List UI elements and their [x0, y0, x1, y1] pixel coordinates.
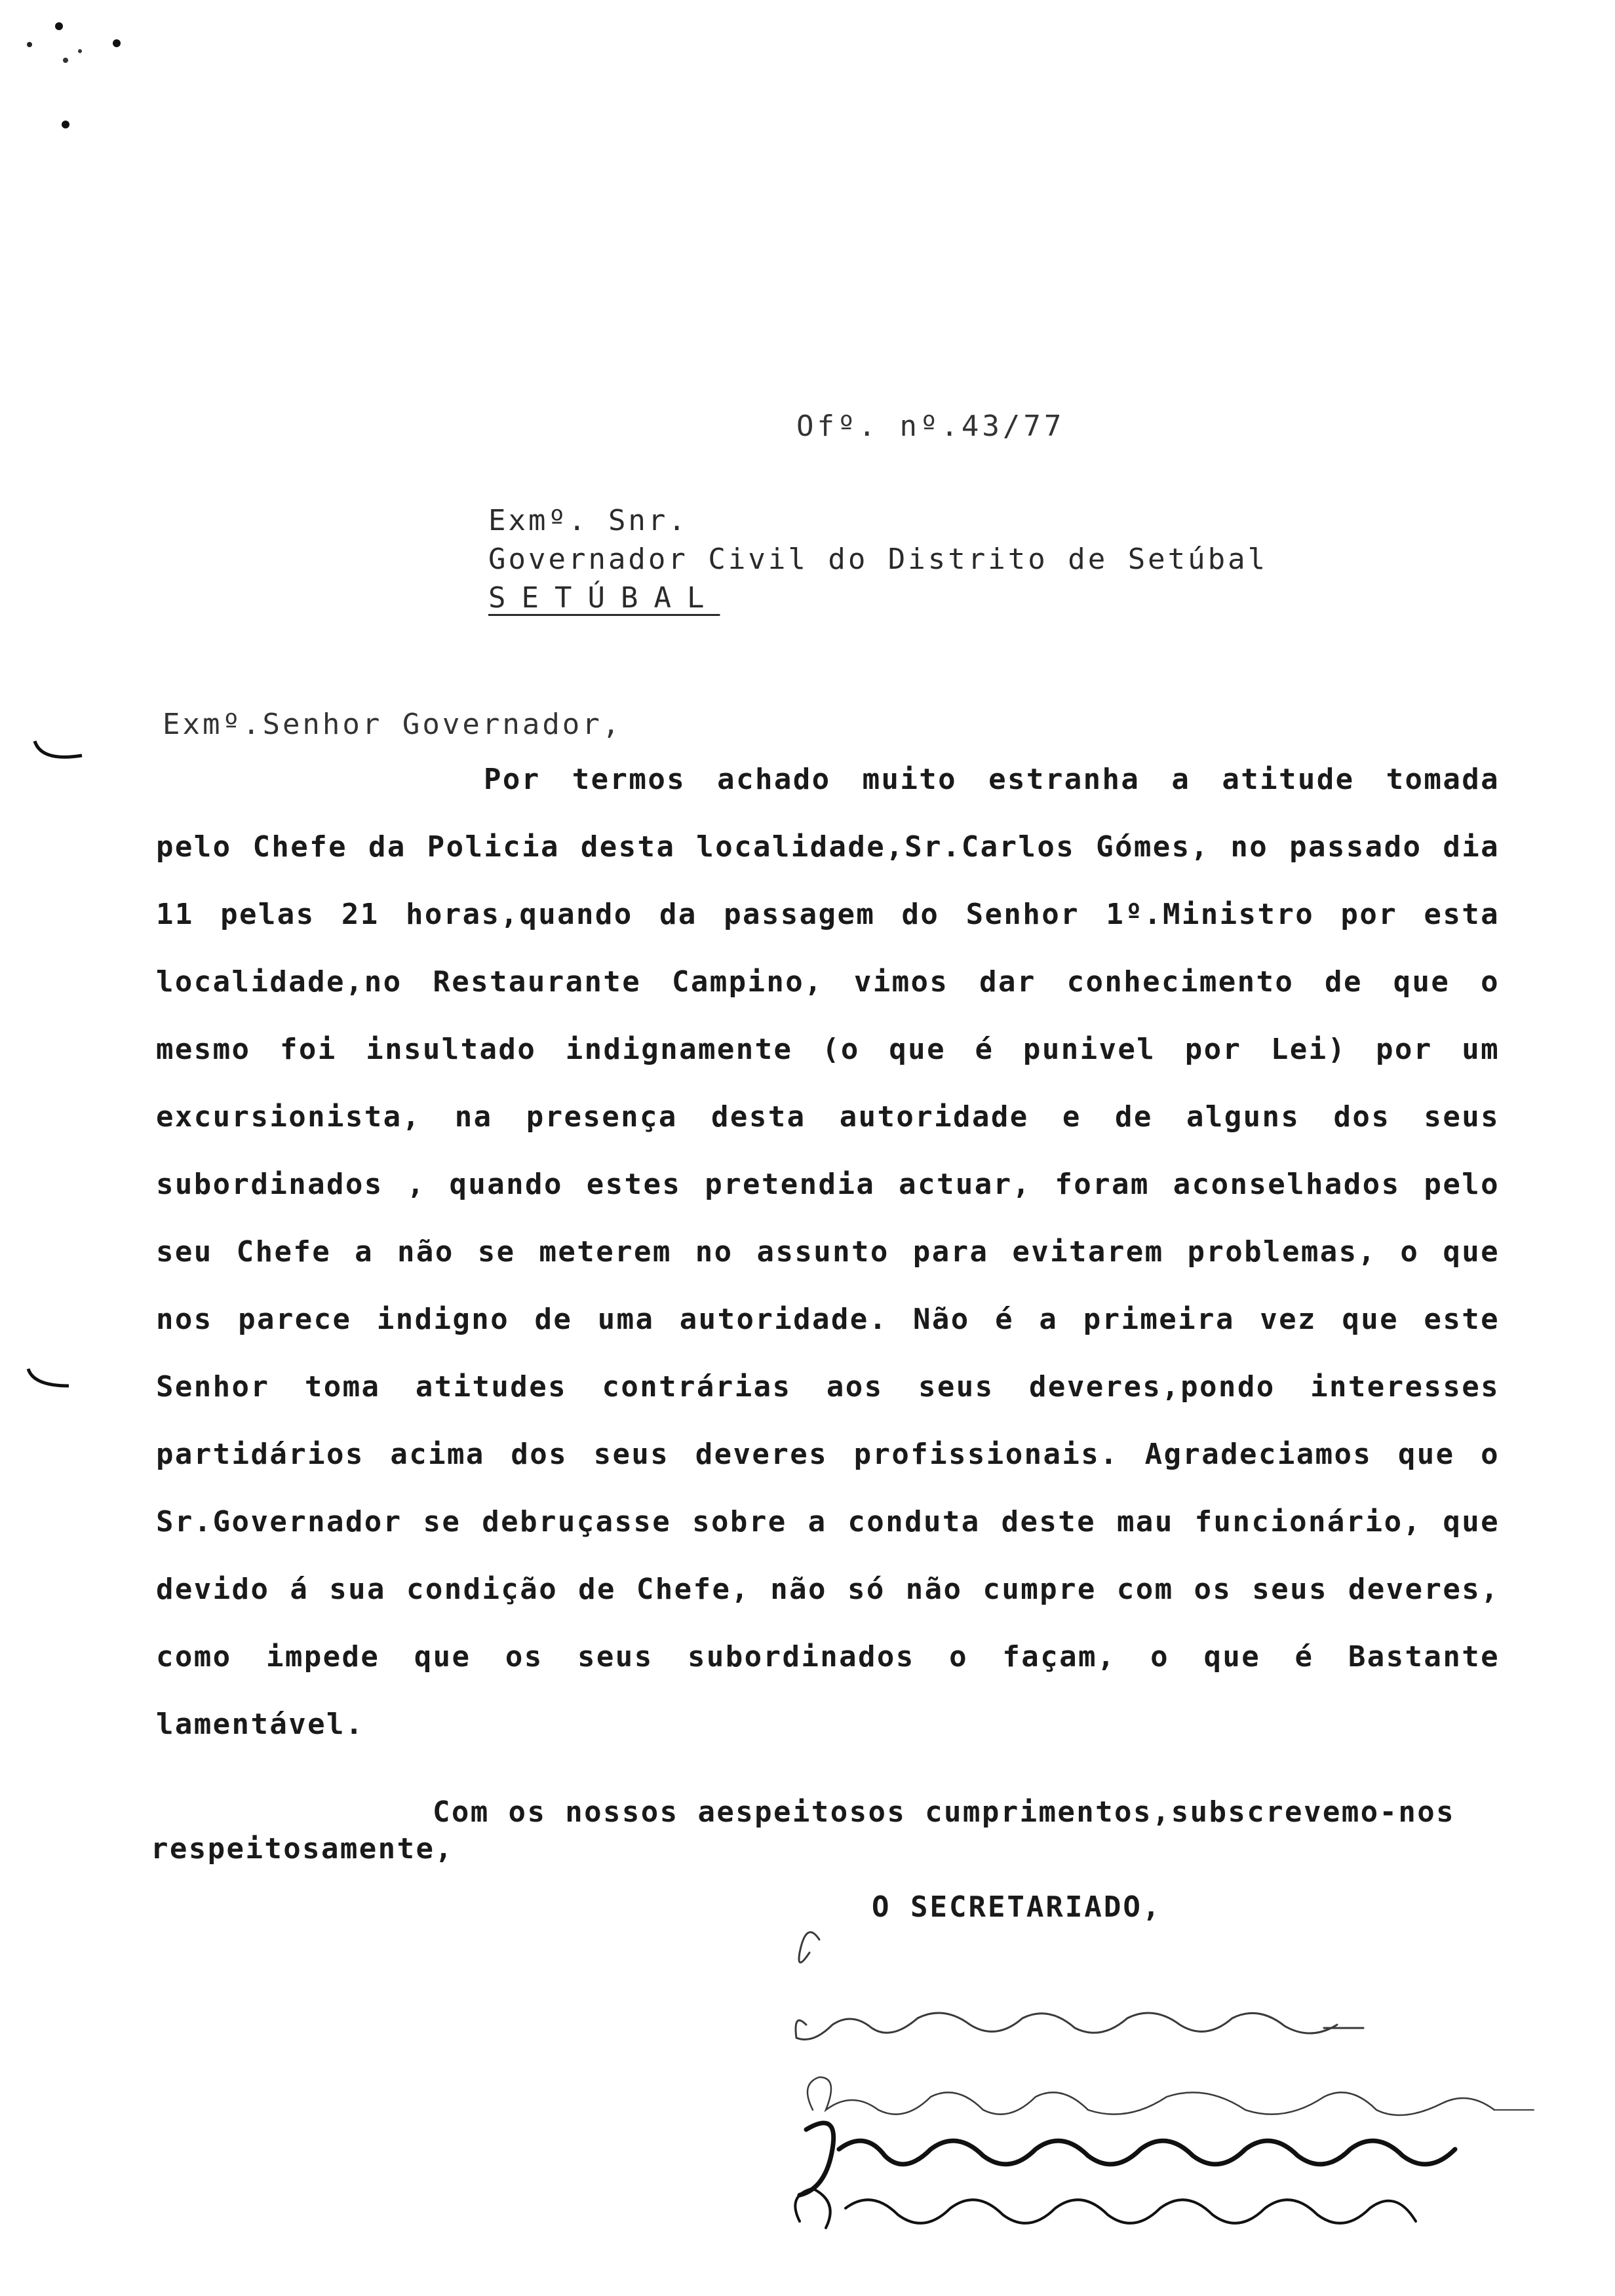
addressee-block: [488, 501, 1268, 617]
addressee-title: Exmº. Snr.: [488, 504, 688, 537]
handwritten-signatures: [760, 1913, 1599, 2241]
margin-mark-1: [29, 737, 88, 770]
letter-body: Por termos achado muito estranha a atitude tomada pelo Chefe da Policia desta localidade,Sr.Carlos Gómes, no passado dia 11 pelas 21 horas,quando da passagem do Senhor 1º.Ministro por esta localidade,no Restaurante Campino, vimos dar conhecimento de que o mesmo foi insultado indignamente (o que é punivel por Lei) por um excursionista, na presença desta autoridade e de alguns dos seus subordinados , quando estes pretendia actuar, foram aconselhados pelo seu Chefe a não se meterem no assunto para evitarem problemas, o que nos parece indigno de uma autoridade. Não é a primeira vez que este Senhor toma atitudes contrárias aos seus deveres,pondo interesses partidários acima dos seus deveres profissionais. Agradeciamos que o Sr.Governador se debruçasse sobre a conduta deste mau funcionário, que devido á sua condição de Chefe, não só não cumpre com os seus deveres, como impede que os seus subordinados o façam, o que é Bastante lamentável.: [156, 763, 1500, 1741]
scan-specks: [0, 0, 197, 144]
addressee-name: Governador Civil do Distrito de Setúbal: [488, 543, 1268, 576]
margin-mark-2: [23, 1366, 82, 1399]
salutation: Exmº.Senhor Governador,: [163, 708, 623, 741]
addressee-city: SETÚBAL: [488, 581, 720, 615]
reference-number: Ofº. nº.43/77: [796, 410, 1065, 443]
closing-line: Com os nossos aespeitosos cumprimentos,subscrevemo-nos respeitosamente,: [151, 1795, 1456, 1866]
signature-title: O SECRETARIADO,: [872, 1890, 1162, 1924]
